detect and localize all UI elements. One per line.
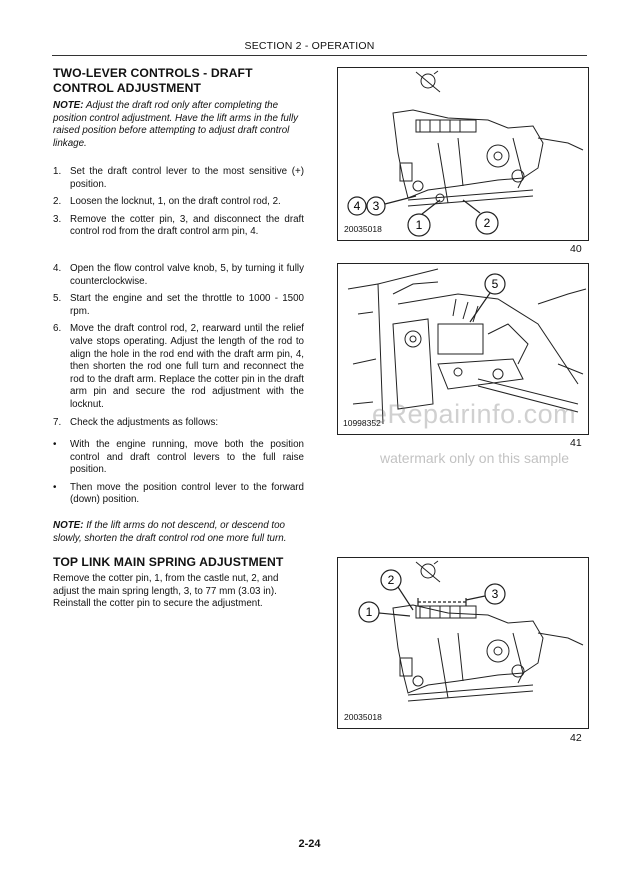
- step-number: 1.: [53, 166, 62, 177]
- figure-number: 41: [570, 437, 582, 449]
- figure-id: 20035018: [344, 712, 382, 722]
- step-text: Check the adjustments as follows:: [70, 416, 219, 428]
- note-text: If the lift arms do not descend, or descend too slowly, shorten the draft control rod one more full turn.: [53, 520, 287, 544]
- site-watermark: eRepairinfo.com: [372, 399, 577, 429]
- step-item: [53, 293, 304, 318]
- figure-id: 20035018: [344, 224, 382, 234]
- step-item: [53, 263, 304, 288]
- step-item: [53, 417, 304, 430]
- note-label: NOTE:: [53, 520, 84, 531]
- header-rule: [52, 55, 587, 56]
- step-item: [53, 196, 304, 209]
- callout-4: 4: [353, 199, 361, 213]
- top-link-title: TOP LINK MAIN SPRING ADJUSTMENT: [53, 555, 284, 569]
- step-item: [53, 323, 304, 411]
- step-number: 3.: [53, 213, 62, 225]
- callout-3: 3: [372, 199, 380, 213]
- bullet-mark: •: [53, 439, 57, 450]
- figure-42-illustration: [338, 558, 588, 728]
- step-text: Remove the cotter pin, 3, and disconnect the draft control rod from the draft control arm pin, 4.: [70, 213, 304, 238]
- figure-number: 40: [570, 243, 582, 255]
- bullet-text: Then move the position control lever to the forward (down) position.: [70, 481, 304, 506]
- figure-40-illustration: [338, 68, 588, 240]
- callout-2: 2: [387, 573, 395, 587]
- two-lever-note: [53, 100, 304, 150]
- step-text: Start the engine and set the throttle to 1000 - 1500 rpm.: [70, 293, 304, 317]
- step-number: 7.: [53, 416, 62, 428]
- callout-1: 1: [415, 218, 423, 232]
- two-lever-note-2: [53, 520, 304, 545]
- step-text: Move the draft control rod, 2, rearward until the relief valve stops operating. Adjust the length of the rod to align the hole in the rod end with the draft arm pin, 4, then shorten the rod one full turn and reconnect the rod to the draft arm. Replace the cotter pin in the draft arm pin and secure the rod adjustment with the locknut.: [70, 323, 304, 410]
- figure-number: 42: [570, 732, 582, 744]
- step-item: [53, 214, 304, 239]
- step-number: 4.: [53, 263, 62, 274]
- sample-watermark: watermark only on this sample: [380, 450, 570, 466]
- two-lever-title-line1: TWO-LEVER CONTROLS - DRAFT: [53, 66, 253, 80]
- two-lever-title-line2: CONTROL ADJUSTMENT: [53, 81, 202, 95]
- section-header: SECTION 2 - OPERATION: [244, 40, 375, 52]
- note-label: NOTE:: [53, 100, 84, 111]
- callout-3: 3: [491, 587, 499, 601]
- top-link-text: Remove the cotter pin, 1, from the castle nut, 2, and adjust the main spring length, 3, to 77 mm (3.03 in). Reinstall the cotter pin to secure the adjustment.: [53, 573, 279, 610]
- callout-1: 1: [365, 605, 373, 619]
- figure-42-frame: [337, 557, 589, 729]
- page-number: 2-24: [298, 838, 321, 850]
- bullet-mark: •: [53, 481, 57, 493]
- callout-2: 2: [483, 216, 491, 230]
- check-bullets: [53, 439, 304, 507]
- two-lever-section: [53, 66, 304, 150]
- figure-id: 10998352: [343, 418, 381, 428]
- steps-list-b: [53, 263, 304, 434]
- step-number: 6.: [53, 323, 62, 335]
- top-link-section: [53, 555, 304, 611]
- step-text: Set the draft control lever to the most sensitive (+) position.: [70, 166, 304, 190]
- callout-5: 5: [491, 277, 499, 291]
- step-number: 2.: [53, 196, 62, 208]
- bullet-item: [53, 439, 304, 477]
- step-text: Open the flow control valve knob, 5, by turning it fully counterclockwise.: [70, 263, 304, 287]
- step-text: Loosen the locknut, 1, on the draft control rod, 2.: [70, 196, 281, 208]
- bullet-text: With the engine running, move both the position control and draft control levers to the full raise position.: [70, 439, 304, 476]
- steps-list-a: [53, 166, 304, 239]
- bullet-item: [53, 482, 304, 507]
- note-text: Adjust the draft rod only after completing the position control adjustment. Have the lift arms in the fully raised position before attempting to adjust draft control linkage.: [53, 100, 299, 149]
- step-number: 5.: [53, 293, 62, 305]
- step-item: [53, 166, 304, 191]
- figure-40-frame: [337, 67, 589, 241]
